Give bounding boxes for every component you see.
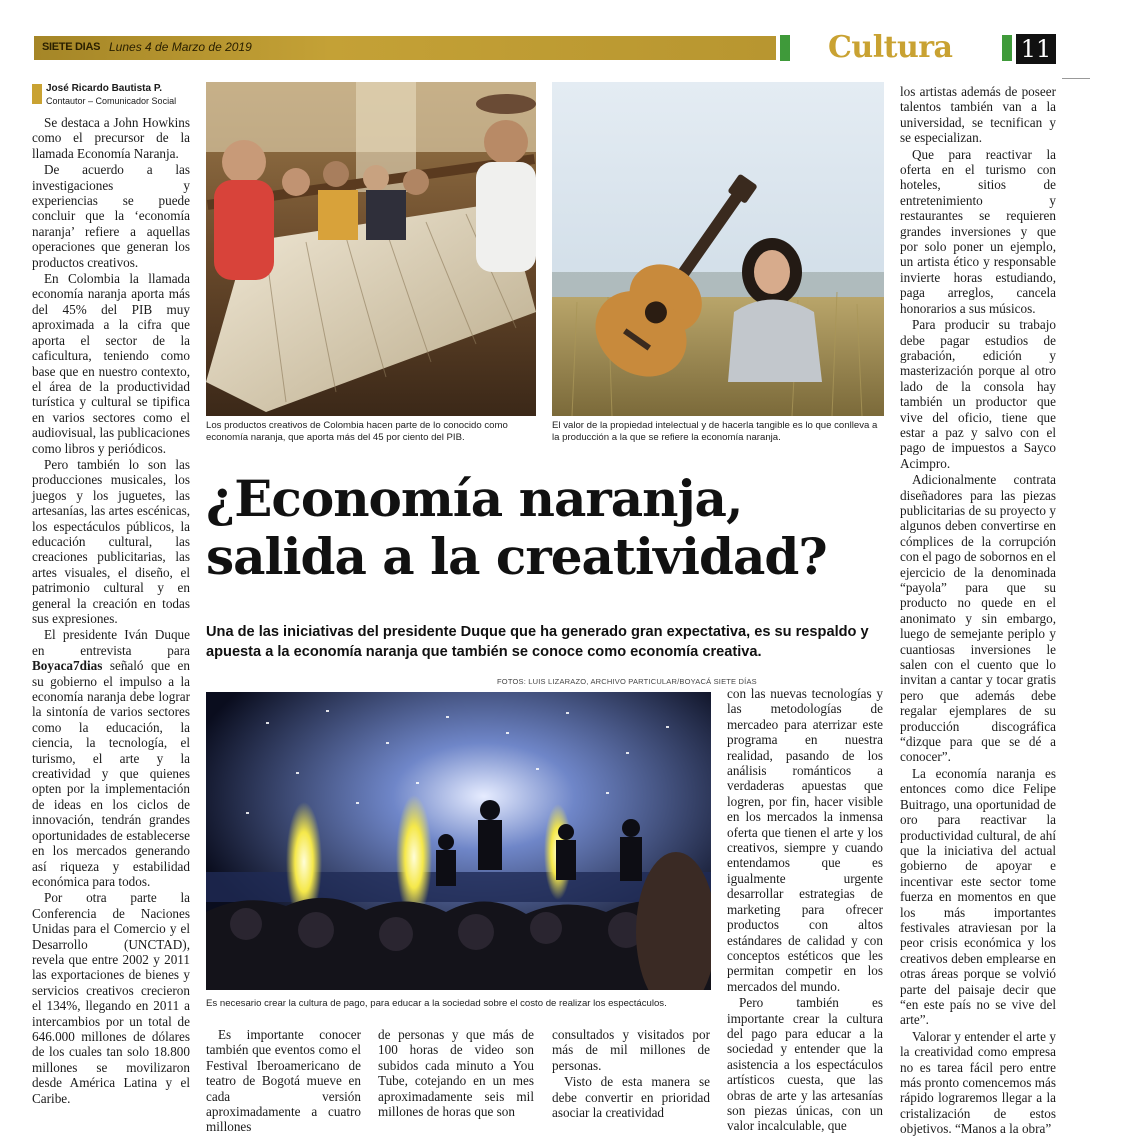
section-title: Cultura <box>828 30 953 65</box>
article-column-2 <box>206 1027 361 1136</box>
header-date: Lunes 4 de Marzo de 2019 <box>109 40 252 54</box>
article-column-3 <box>378 1027 534 1120</box>
photo-caption: Los productos creativos de Colombia hacen parte de lo conocido como economía naranja, que aporta más del 45 por ciento del PIB. <box>206 420 508 443</box>
deck-subtitle: Una de las iniciativas del presidente Duque que ha generado gran expectativa, es su respaldo y apuesta a la economía naranja que también se conoce como economía creativa. <box>206 624 869 660</box>
paragraph: Es importante conocer también que eventos como el Festival Iberoamericano de teatro de Bogotá mueve en cada versión aproximadamente a cuatro millones <box>206 1027 361 1135</box>
margin-rule <box>1062 78 1090 79</box>
paragraph: El presidente Iván Duque en entrevista para Boyaca7dias señaló que en su gobierno el impulso a la economía naranja debe lograr la sintonía de varios sectores como la educación, la ciencia, la tecnología, el turismo, el arte y la creatividad y que quienes opten por la implementación de ideas en los ciclos de innovación, tendrán grandes oportunidades de establecerse en los mercados generando así riqueza y estabilidad económica para todos. <box>32 627 190 889</box>
article-column-4 <box>552 1027 710 1121</box>
paragraph: Adicionalmente contrata diseñadores para las piezas publicitarias de su proyecto y algunos deben convertirse en cómplices de la corrupción con el pago de sobornos en el ejercicio de la denominada “payola” para que su producto no quede en el anonimato y sin embargo, luego de semejante periplo y cuantiosas inversiones le salen con el cuento que lo invitan a cantar y tocar gratis pero que además debe regalar ejemplares de su producción discográfica “dizque para que se dé a conocer”. <box>900 472 1057 765</box>
weaving-loom-photo <box>206 82 536 416</box>
article-column-6 <box>900 84 1056 1138</box>
guitar-field-icon <box>552 82 884 416</box>
paragraph: Que para reactivar la oferta en el turismo con hoteles, sitios de entretenimiento y restaurantes se requieren grandes inversiones y que por solo poner un ejemplo, un artista ético y responsable invierte horas estudiando, paga arreglos, cancela honorarios a sus músicos. <box>900 146 1056 316</box>
paragraph: los artistas además de poseer talentos también van a la universidad, se tecnifican y se especializan. <box>900 84 1056 146</box>
article-column-1 <box>32 115 190 1107</box>
paragraph: Se destaca a John Howkins como el precursor de la llamada Economía Naranja. <box>32 115 190 161</box>
publication-name: Boyaca7dias <box>32 658 103 674</box>
headline-line-2: salida a la creatividad? <box>206 527 827 586</box>
header-brand: SIETE DIAS <box>42 41 101 53</box>
photo-credit: FOTOS: LUIS LIZARAZO, ARCHIVO PARTICULAR/BOYACÁ SIETE DÍAS <box>497 677 757 686</box>
concert-icon <box>206 692 711 990</box>
paragraph: Por otra parte la Conferencia de Naciones Unidas para el Comercio y el Desarrollo (UNCTAD), revela que entre 2002 y 2011 las exportaciones de bienes y servicios creativos crecieron el 134%, llegando en 2011 a intercambios por un total de 646.000 millones de dólares de los cuales tan solo 18.800 millones se movilizaron desde América Latina y el Caribe. <box>32 890 190 1106</box>
paragraph: Pero también lo son las producciones musicales, los juegos y los juguetes, las artesanías, las artes escénicas, los espectáculos públicos, la educación cultural, las creaciones publicitarias, las artes visuales, el diseño, el patrimonio cultural y en general la creación en todas sus expresiones. <box>32 456 190 626</box>
photo-caption: El valor de la propiedad intelectual y de hacerla tangible es lo que conlleva a la producción a la que se refiere la economía naranja. <box>552 420 878 443</box>
author-role: Contautor – Comunicador Social <box>46 96 177 106</box>
paragraph: De acuerdo a las investigaciones y experiencias se puede concluir que la ‘economía naranja’ refiere a aquellas operaciones que generan los productos creativos. <box>32 162 190 270</box>
byline-mark <box>32 84 42 104</box>
header-accent-left <box>780 35 790 61</box>
weaving-loom-icon <box>206 82 536 416</box>
paragraph: Para producir su trabajo debe pagar estudios de grabación, edición y masterización porque al otro lado de la consola hay también un productor que vive del oficio, tiene que estar a paz y salvo con el pago de impuestos a Sayco Acimpro. <box>900 317 1056 471</box>
concert-stage-photo <box>206 692 711 990</box>
paragraph: La economía naranja es entonces como dice Felipe Buitrago, una oportunidad de oro para reactivar la productividad cultural, de ahí que la iniciativa del actual gobierno de apoyar e incentivar este sector tome fuerza en momentos en que los más importantes festivales atraviesan por la peor crisis económica y los creativos deben emplearse en otras áreas porque se volvió parte del paisaje decir que “en este país no se vive del arte”. <box>900 765 1056 1028</box>
page-number: 11 <box>1016 34 1056 64</box>
header-accent-right <box>1002 35 1012 61</box>
paragraph: Valorar y entender el arte y la creatividad como empresa no es tarea fácil pero entre más pronto comencemos más rápido lograremos llegar a la cristalización de estos objetivos. “Manos a la obra” <box>900 1028 1056 1137</box>
paragraph: consultados y visitados por más de mil millones de personas. <box>552 1027 710 1073</box>
paragraph: de personas y que más de 100 horas de video son subidos cada minuto a You Tube, cotejando en un mes aproximadamente seis mil millones de horas que son <box>378 1027 534 1120</box>
paragraph: Visto de esta manera se debe convertir en prioridad asociar la creatividad <box>552 1074 710 1121</box>
paragraph: con las nuevas tecnologías y las metodologías de mercadeo para aterrizar este programa en nuestra realidad, pasando de los análisis románticos a verdaderas apuestas que logren, por fin, hacer visible en los mercados la inmensa oferta que tienen el arte y los creativos, siempre y cuando entendamos que es igualmente urgente desarrollar estrategias de marketing para ofrecer productos con altos estándares de calidad y con conceptos estéticos que les permitan competir en los mercados del mundo. <box>727 686 883 994</box>
paragraph: En Colombia la llamada economía naranja aporta más del 45% del PIB muy aproximada a la cifra que aporta el sector de la caficultura, teniendo como base que en nuestro contexto, el área de la productividad turística y cultural se tipifica en varios sectores como el audiovisual, las publicaciones como libros y periódicos. <box>32 271 190 456</box>
author-name: José Ricardo Bautista P. <box>46 83 162 94</box>
girl-with-guitar-photo <box>552 82 884 416</box>
photo-caption: Es necesario crear la cultura de pago, para educar a la sociedad sobre el costo de realizar los espectáculos. <box>206 998 667 1009</box>
article-column-5 <box>727 686 883 1135</box>
paragraph: Pero también es importante crear la cultura del pago para educar a la sociedad y entender que la asistencia a los espectáculos artísticos cuesta, que las obras de arte y las artesanías son piezas únicas, con un valor incalculable, que <box>727 995 883 1134</box>
headline <box>206 470 896 586</box>
headline-line-1: ¿Economía naranja, <box>206 469 743 528</box>
